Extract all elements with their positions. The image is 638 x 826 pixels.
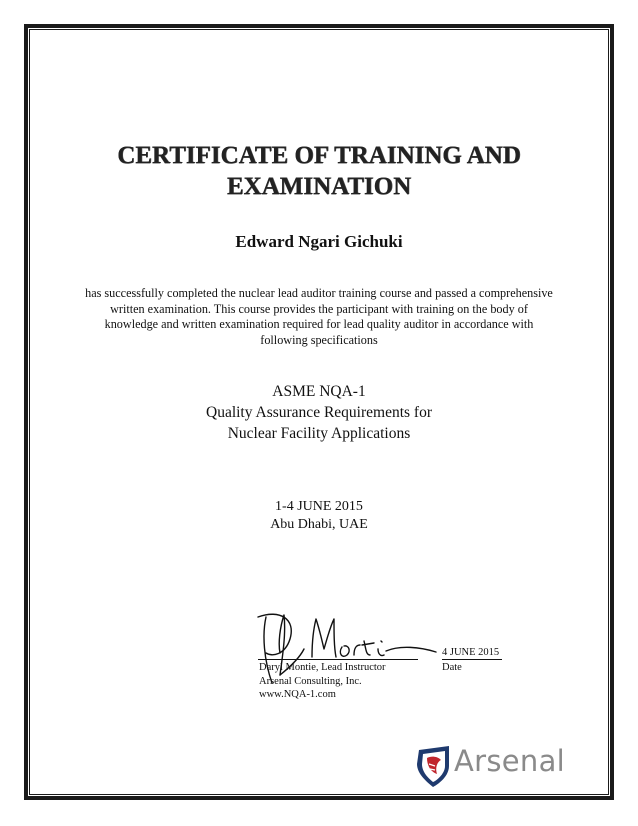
event-location: Abu Dhabi, UAE	[270, 517, 368, 532]
statement-line-3: knowledge and written examination required for lead quality auditor in accordance with	[104, 317, 534, 332]
statement-line-2: written examination. This course provides the participant with training on the body of	[110, 301, 528, 316]
instructor-name: Daryl Montie, Lead Instructor	[259, 662, 386, 673]
handwritten-signature	[250, 605, 450, 690]
arsenal-logo-text: Arsenal	[454, 744, 566, 778]
company-website: www.NQA-1.com	[259, 689, 336, 701]
standard-code: ASME NQA-1	[272, 383, 366, 400]
company-name: Arsenal Consulting, Inc.	[259, 675, 362, 687]
date-label: Date	[442, 662, 462, 673]
recipient-name: Edward Ngari Gichuki	[235, 232, 403, 251]
statement-line-1: has successfully completed the nuclear lead auditor training course and passed a comprehensive	[85, 286, 553, 300]
certificate-title-line-2: EXAMINATION	[226, 173, 412, 200]
date-line	[442, 659, 502, 660]
statement-line-4: following specifications	[260, 332, 378, 347]
event-details	[60, 498, 578, 534]
signature-date: 4 JUNE 2015	[442, 647, 500, 658]
certificate-title	[60, 140, 578, 202]
standard-title-line-1: Quality Assurance Requirements for	[206, 404, 432, 421]
event-dates: 1-4 JUNE 2015	[275, 499, 363, 514]
certificate-statement	[70, 286, 568, 348]
certificate-title-line-1: CERTIFICATE OF TRAINING AND	[117, 142, 521, 169]
specification-block	[60, 381, 578, 444]
standard-title-line-2: Nuclear Facility Applications	[227, 425, 411, 442]
